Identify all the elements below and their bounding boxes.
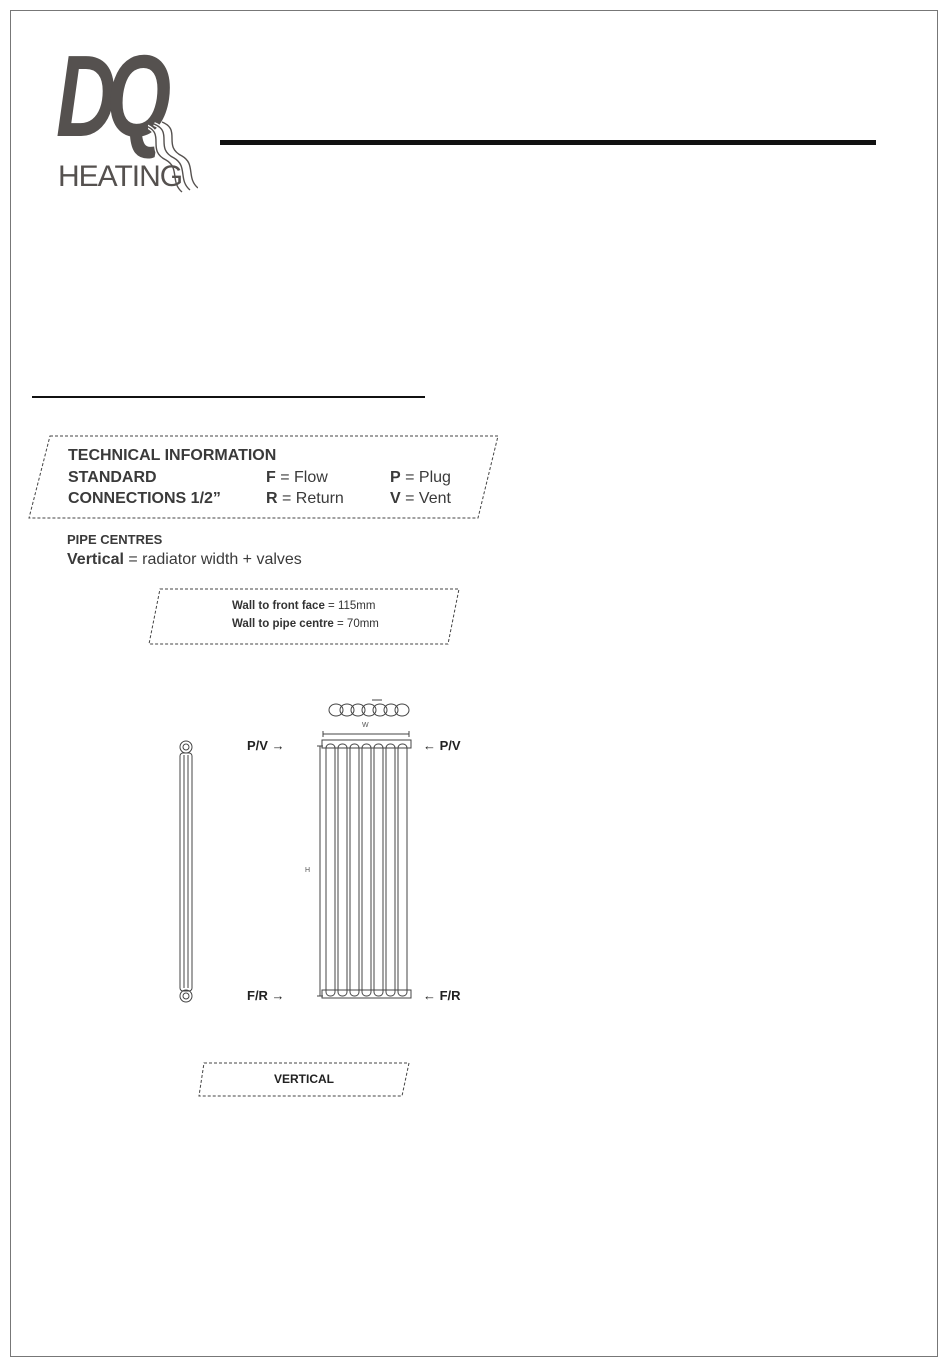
radiator-drawing: [150, 672, 480, 1024]
wall-pipe-centre: Wall to pipe centre = 70mm: [232, 618, 379, 630]
radiator-side-view: [180, 741, 192, 1002]
wall-distance-box: [148, 588, 460, 645]
orientation-box: [198, 1062, 410, 1097]
plug-vent-right-label: ← P/V: [423, 738, 461, 753]
wall-front-face: Wall to front face = 115mm: [232, 600, 376, 612]
pipe-centres-vertical: Vertical = radiator width + valves: [67, 551, 302, 568]
key-flow: F = Flow: [266, 469, 328, 486]
header-rule: [220, 140, 876, 145]
radiator-svg: [150, 672, 480, 1024]
dashed-frame: [148, 588, 460, 645]
flow-return-right-label: ← F/R: [423, 988, 461, 1003]
technical-info-title: TECHNICAL INFORMATION: [68, 447, 277, 464]
pipe-centres-title: PIPE CENTRES: [67, 532, 163, 547]
orientation-label: VERTICAL: [274, 1072, 334, 1086]
key-plug: P = Plug: [390, 469, 451, 486]
logo-wordmark: HEATING: [58, 160, 183, 193]
plug-vent-left-label: P/V →: [247, 738, 285, 753]
width-marker: W: [362, 722, 369, 729]
section-rule: [32, 396, 425, 398]
height-marker: H: [305, 867, 311, 874]
radiator-top-view: [329, 700, 409, 716]
radiator-front-view: [317, 731, 411, 998]
connections-label: CONNECTIONS 1/2”: [68, 490, 221, 507]
technical-info-box: [28, 435, 500, 519]
key-vent: V = Vent: [390, 490, 451, 507]
flow-return-left-label: F/R →: [247, 988, 285, 1003]
logo-mark: DQ: [56, 31, 162, 161]
dq-heating-logo: [52, 31, 204, 194]
standard-label: STANDARD: [68, 469, 157, 486]
key-return: R = Return: [266, 490, 344, 507]
